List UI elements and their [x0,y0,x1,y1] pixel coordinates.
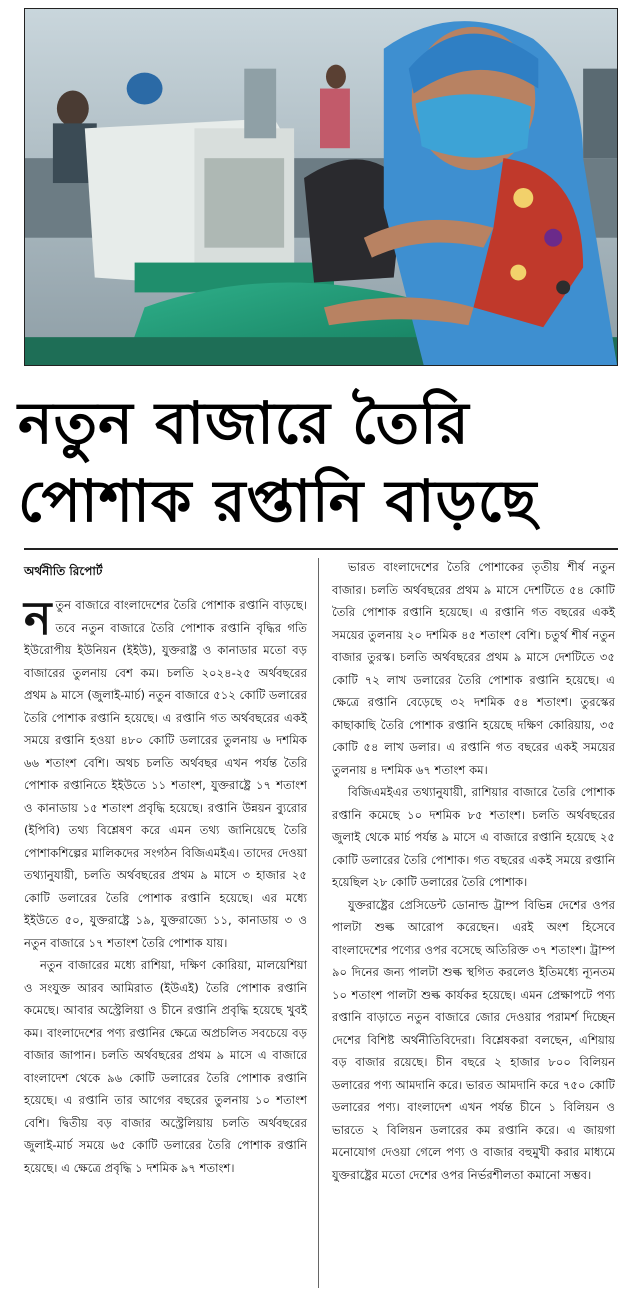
byline: অর্থনীতি রিপোর্ট [24,564,103,578]
paragraph-4: বিজিএমইএর তথ্যানুযায়ী, রাশিয়ার বাজারে তৈরি পোশাক রপ্তানি কমেছে ১০ দশমিক ৮৫ শতাংশ। চলতি অর্থবছরের জুলাই থেকে মার্চ পর্যন্ত ৯ মাসে এ বাজারে রপ্তানি হয়েছে ২৫ কোটি ডলারের তৈরি পোশাক। গত বছরের একই সময়ে রপ্তানি হয়েছিল ২৮ কোটি ডলারের তৈরি পোশাক। [332,785,615,889]
headline-line-1: নতুন বাজারে তৈরি [18,389,470,457]
headline-rule [24,548,618,550]
column-divider [318,558,319,1288]
headline-line-2: পোশাক রপ্তানি বাড়ছে [18,467,538,535]
garment-worker-photo [24,8,618,366]
article-column-right [332,556,615,1186]
paragraph-5: যুক্তরাষ্ট্রের প্রেসিডেন্ট ডোনাল্ড ট্রাম্প বিভিন্ন দেশের ওপর পালটা শুল্ক আরোপ করেছেন। এরই অংশ হিসেবে বাংলাদেশের পণ্যের ওপর বসেছে অতিরিক্ত ৩৭ শতাংশ। ট্রাম্প ৯০ দিনের জন্য পালটা শুল্ক স্থগিত করলেও ইতিমধ্যে ন্যূনতম ১০ শতাংশ পালটা শুল্ক কার্যকর হয়েছে। এমন প্রেক্ষাপটে পণ্য রপ্তানি বাড়াতে নতুন বাজারে জোর দেওয়ার পরামর্শ দিচ্ছেন দেশের বিশিষ্ট অর্থনীতিবিদেরা। বিশ্লেষকরা বলছেন, এশিয়ায় বড় বাজার রয়েছে। চীন বছরে ২ হাজার ৮০০ বিলিয়ন ডলারের পণ্য আমদানি করে। ভারত আমদানি করে ৭৫০ কোটি ডলারের পণ্য। বাংলাদেশ এখন পর্যন্ত চীনে ১ বিলিয়ন ও ভারতে ২ বিলিয়ন ডলারের কম রপ্তানি করে। এ জায়গা মনোযোগ দেওয়া গেলে পণ্য ও বাজার বহুমুখী করার মাধ্যমে যুক্তরাষ্ট্রের মতো দেশের ওপর নির্ভরশীলতা কমানো সম্ভব। [332,897,615,1182]
paragraph-3: ভারত বাংলাদেশের তৈরি পোশাকের তৃতীয় শীর্ষ নতুন বাজার। চলতি অর্থবছরের প্রথম ৯ মাসে দেশটিতে ৫৪ কোটি তৈরি পোশাক রপ্তানি হয়েছে। এ রপ্তানি গত বছরের একই সময়ের তুলনায় ২০ দশমিক ৪৫ শতাংশ বেশি। চতুর্থ শীর্ষ নতুন বাজার তুরস্ক। চলতি অর্থবছরের প্রথম ৯ মাসে দেশটিতে ৩৫ কোটি ৭২ লাখ ডলারের তৈরি পোশাক রপ্তানি হয়েছে। এ ক্ষেত্রে রপ্তানি বেড়েছে ৩২ দশমিক ৫৪ শতাংশ। তুরস্কের কাছাকাছি তৈরি পোশাক রপ্তানি হয়েছে দক্ষিণ কোরিয়ায়, ৩৫ কোটি ৫৪ লাখ ডলার। এ রপ্তানি গত বছরের একই সময়ের তুলনায় ৪ দশমিক ৬৭ শতাংশ কম। [332,560,615,777]
article-column-left [24,560,307,1179]
paragraph-2: নতুন বাজারের মধ্যে রাশিয়া, দক্ষিণ কোরিয়া, মালয়েশিয়া ও সংযুক্ত আরব আমিরাত (ইউএই) তৈরি পোশাক রপ্তানি কমেছে। আবার অস্ট্রেলিয়া ও চীনে রপ্তানি প্রবৃদ্ধি হয়েছে খুবই কম। বাংলাদেশের পণ্য রপ্তানির ক্ষেত্রে অপ্রচলিত সবচেয়ে বড় বাজার জাপান। চলতি অর্থবছরের প্রথম ৯ মাসে এ বাজারে বাংলাদেশ থেকে ৯৬ কোটি ডলারের তৈরি পোশাক রপ্তানি হয়েছে। এ রপ্তানি তার আগের বছরের তুলনায় ১০ শতাংশ বেশি। দ্বিতীয় বড় বাজার অস্ট্রেলিয়ায় চলতি অর্থবছরের জুলাই-মার্চ সময়ে ৬৫ কোটি ডলারের তৈরি পোশাক রপ্তানি হয়েছে। এ ক্ষেত্রে প্রবৃদ্ধি ১ দশমিক ৯৭ শতাংশ। [24,958,307,1175]
headline [18,384,618,540]
paragraph-1 [24,591,307,954]
paragraph-1-text: তুন বাজারে বাংলাদেশের তৈরি পোশাক রপ্তানি বাড়ছে। তবে নতুন বাজারে তৈরি পোশাক রপ্তানি বৃদ্ধির গতি ইউরোপীয় ইউনিয়ন (ইইউ), যুক্তরাষ্ট্র ও কানাডার মতো বড় বাজারের তুলনায় বেশ কম। চলতি ২০২৪-২৫ অর্থবছরের প্রথম ৯ মাসে (জুলাই-মার্চ) নতুন বাজারে ৫১২ কোটি ডলারের তৈরি পোশাক রপ্তানি হয়েছে। এ রপ্তানি গত অর্থবছরের একই সময়ে রপ্তানি হওয়া ৪৮০ কোটি ডলারের তুলনায় ৬ দশমিক ৬৬ শতাংশ বেশি। অথচ চলতি অর্থবছর এখন পর্যন্ত তৈরি পোশাক রপ্তানিতে ইইউতে ১১ শতাংশ, যুক্তরাষ্ট্রে ১৭ শতাংশ ও কানাডায় ১৫ শতাংশ প্রবৃদ্ধি হয়েছে। রপ্তানি উন্নয়ন ব্যুরোর (ইপিবি) তথ্য বিশ্লেষণ করে এমন তথ্য জানিয়েছে তৈরি পোশাকশিল্পের মালিকদের সংগঠন বিজিএমইএ। তাদের দেওয়া তথ্যানুযায়ী, চলতি অর্থবছরের প্রথম ৯ মাসে ৩ হাজার ২৫ কোটি ডলারের তৈরি পোশাক রপ্তানি হয়েছে। এর মধ্যে ইইউতে ৫০, যুক্তরাষ্ট্রে ১৯, যুক্তরাজ্যে ১১, কানাডায় ৩ ও নতুন বাজারে ১৭ শতাংশ তৈরি পোশাক যায়। [24,598,307,950]
drop-cap: ন [24,591,52,645]
